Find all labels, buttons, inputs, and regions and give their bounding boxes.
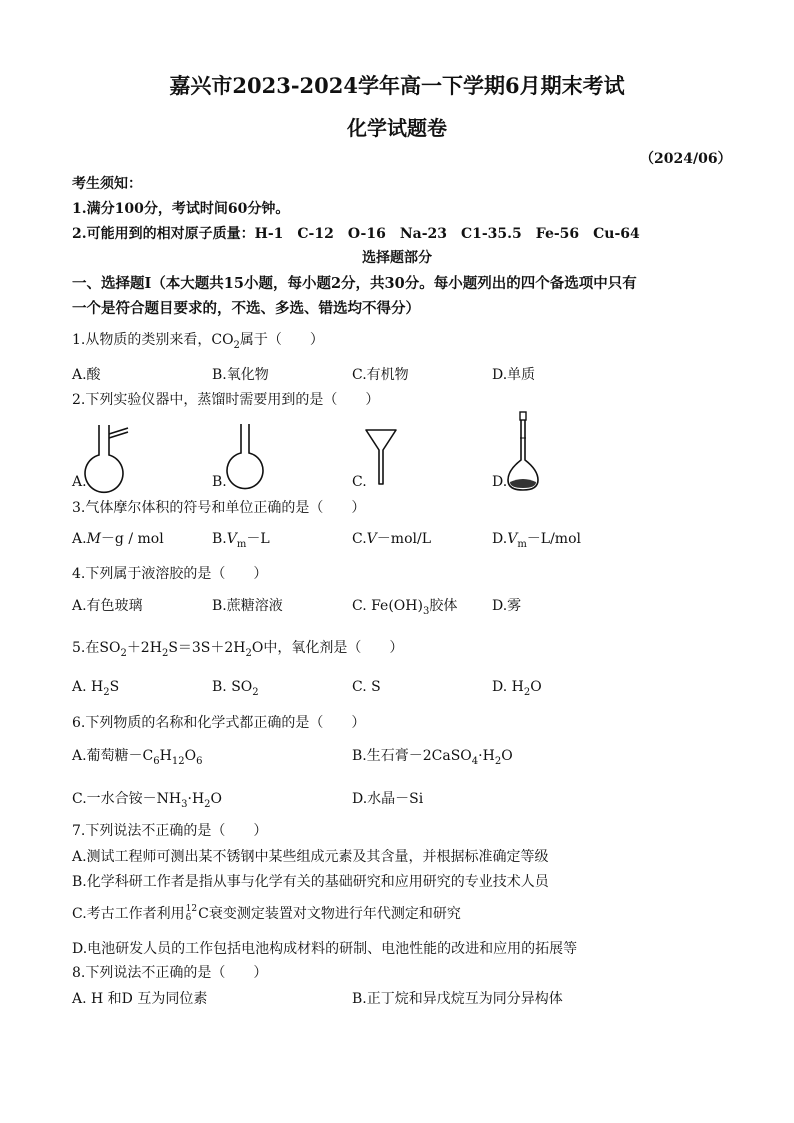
q1-option-c[interactable]: C.有机物 xyxy=(352,367,409,383)
q4-option-b[interactable]: B.蔗糖溶液 xyxy=(212,598,283,614)
q4-option-d[interactable]: D.雾 xyxy=(492,598,522,614)
page-title: 嘉兴市2023-2024学年高一下学期6月期末考试 xyxy=(169,73,625,98)
q5-option-d[interactable]: D. $H_2O$ xyxy=(492,679,542,698)
q3-option-a[interactable]: A.M－g / mol xyxy=(72,531,164,547)
q4-option-c[interactable]: C. $Fe(OH)_3$胶体 xyxy=(352,598,458,617)
question-4-stem: 4.下列属于液溶胶的是（ ） xyxy=(72,566,268,582)
question-3-stem: 3.气体摩尔体积的符号和单位正确的是（ ） xyxy=(72,500,366,516)
q6-option-b[interactable]: B.生石膏$-2CaSO_4\cdot H_2O$ xyxy=(352,748,513,767)
q8-option-b[interactable]: B.正丁烷和异戊烷互为同分异构体 xyxy=(352,991,563,1007)
notice-line-1: 1.满分100分，考试时间60分钟。 xyxy=(72,201,290,217)
q7-option-b[interactable]: B.化学科研工作者是指从事与化学有关的基础研究和应用研究的专业技术人员 xyxy=(72,874,549,890)
q6-option-a[interactable]: A.葡萄糖$-C_6H_{12}O_6$ xyxy=(72,748,203,767)
question-6-stem: 6.下列物质的名称和化学式都正确的是（ ） xyxy=(72,715,366,731)
section-instruction-2: 一个是符合题目要求的，不选、多选、错选均不得分） xyxy=(72,300,420,317)
q1-option-b[interactable]: B.氧化物 xyxy=(212,367,269,383)
q7-option-d[interactable]: D.电池研发人员的工作包括电池构成材料的研制、电池性能的改进和应用的拓展等 xyxy=(72,941,578,957)
q3-option-b[interactable]: $B.V_m-L$ xyxy=(212,531,270,550)
notice-heading: 考生须知： xyxy=(72,176,142,192)
q2-option-a[interactable]: A. xyxy=(72,474,87,490)
volumetric-flask-icon xyxy=(504,410,544,494)
q3-option-d[interactable]: $D.V_m-L$/mol xyxy=(492,531,581,550)
q5-option-a[interactable]: A. $H_2S$ xyxy=(72,679,120,698)
q7-option-a[interactable]: A.测试工程师可测出某不锈钢中某些组成元素及其含量，并根据标准确定等级 xyxy=(72,849,549,865)
notice-line-2: 2.可能用到的相对原子质量：H-1 C-12 O-16 Na-23 C1-35.5 Fe-56 Cu-64 xyxy=(72,226,640,242)
question-2-stem: 2.下列实验仪器中，蒸馏时需要用到的是（ ） xyxy=(72,392,380,408)
q2-option-d[interactable]: D. xyxy=(492,474,508,490)
section-title: 选择题部分 xyxy=(362,250,432,266)
round-bottom-flask-icon xyxy=(222,420,272,490)
q4-option-a[interactable]: A.有色玻璃 xyxy=(72,598,143,614)
q6-option-c[interactable]: C.一水合铵$-NH_3\cdot H_2O$ xyxy=(72,791,223,810)
question-5-stem: 5.在$SO_2+2H_2S=3S+2H_2O$中，氧化剂是（ ） xyxy=(72,640,404,659)
q2-option-b[interactable]: B. xyxy=(212,474,227,490)
q1-option-a[interactable]: A.酸 xyxy=(72,367,101,383)
page-subtitle: 化学试题卷 xyxy=(347,116,447,140)
q6-option-d[interactable]: D.水晶－Si xyxy=(352,791,424,807)
q2-option-c[interactable]: C. xyxy=(352,474,367,490)
funnel-icon xyxy=(364,428,398,488)
q7-option-c[interactable]: C.考古工作者利用 12 6 C衰变测定装置对文物进行年代测定和研究 xyxy=(72,904,461,923)
question-8-stem: 8.下列说法不正确的是（ ） xyxy=(72,965,268,981)
q1-option-d[interactable]: D.单质 xyxy=(492,367,536,383)
exam-date: （2024/06） xyxy=(640,151,732,167)
q5-option-c[interactable]: C. S xyxy=(352,679,381,695)
q5-option-b[interactable]: B. $SO_2$ xyxy=(212,679,259,698)
q3-option-c[interactable]: C.V－mol/L xyxy=(352,531,431,547)
question-1-stem: 1.从物质的类别来看，$CO_2$属于（ ） xyxy=(72,332,324,351)
section-instruction-1: 一、选择题Ⅰ（本大题共15小题，每小题2分，共30分。每小题列出的四个备选项中只有 xyxy=(72,275,637,292)
q8-option-a[interactable]: A. H 和D 互为同位素 xyxy=(72,991,208,1007)
question-7-stem: 7.下列说法不正确的是（ ） xyxy=(72,823,268,839)
